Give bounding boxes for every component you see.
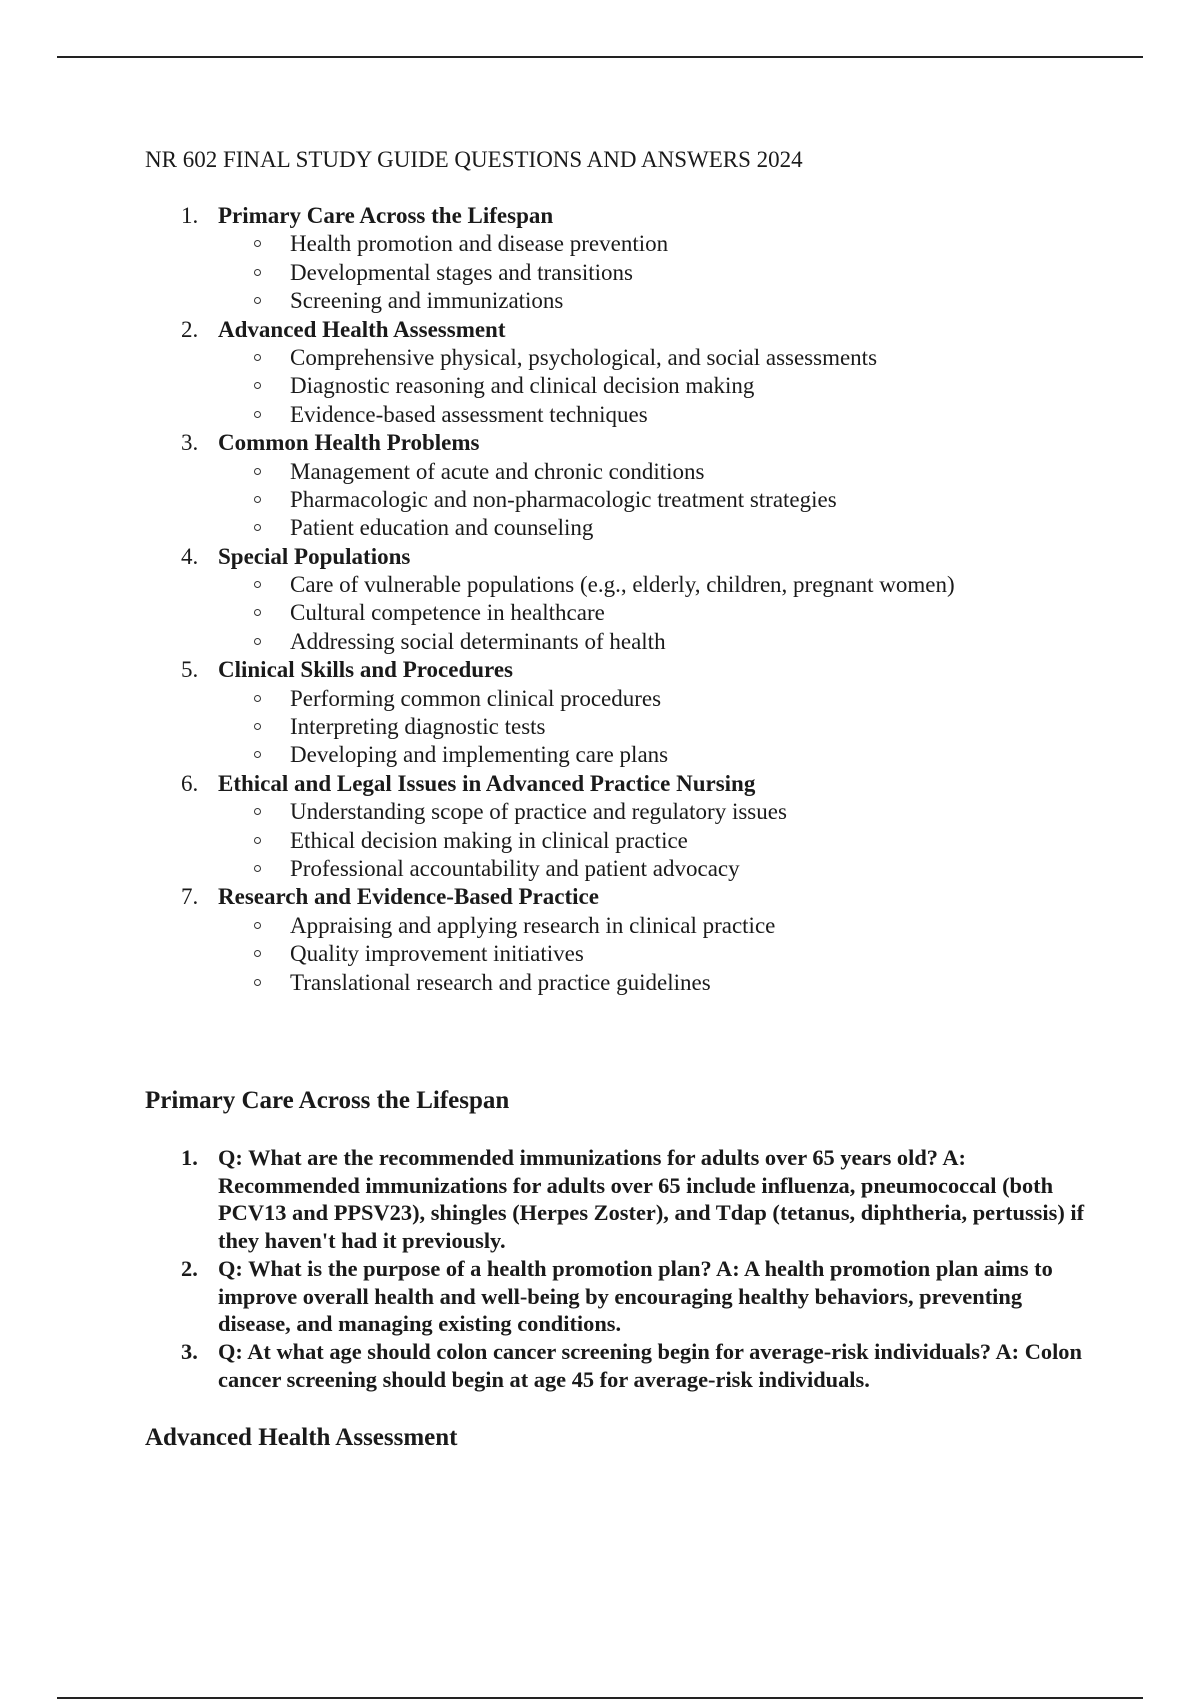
topic-title: Clinical Skills and Procedures: [218, 657, 514, 683]
list-item: Interpreting diagnostic tests: [145, 713, 1105, 741]
outline-topic: [145, 656, 1105, 770]
list-item: Management of acute and chronic conditions: [145, 458, 1105, 486]
outline-topic: [145, 770, 1105, 884]
topic-title: Advanced Health Assessment: [218, 316, 506, 342]
list-item: Appraising and applying research in clinical practice: [145, 912, 1105, 940]
outline-topic: [145, 543, 1105, 657]
qa-text: Q: What are the recommended immunizations for adults over 65 years old? A: Recommended immunizations for adults over 65 include influenza, pneumococcal (both PCV13 and PPSV23), shingles (Herpes Zoster), and Tdap (tetanus, diphtheria, pertussis) if they haven't had it previously.: [218, 1145, 1085, 1254]
top-rule: [57, 56, 1143, 58]
list-item: Diagnostic reasoning and clinical decision making: [145, 372, 1105, 400]
outline-topic: [145, 202, 1105, 316]
document-title: NR 602 FINAL STUDY GUIDE QUESTIONS AND ANSWERS 2024: [145, 147, 803, 172]
list-item: Screening and immunizations: [145, 287, 1105, 315]
qa-number: 2.: [181, 1255, 198, 1281]
circle-bullet-icon: [254, 354, 261, 361]
topic-number: 3.: [181, 430, 199, 456]
topic-title: Common Health Problems: [218, 430, 480, 456]
list-item: Translational research and practice guidelines: [145, 969, 1105, 997]
qa-item: [145, 1338, 1105, 1393]
topic-title: Special Populations: [218, 543, 411, 569]
outline-topic: [145, 883, 1105, 997]
qa-text: Q: What is the purpose of a health promotion plan? A: A health promotion plan aims to improve overall health and well-being by encouraging healthy behaviors, preventing disease, and managing existing conditions.: [218, 1255, 1053, 1337]
bottom-rule: [57, 1697, 1143, 1699]
circle-bullet-icon: [254, 240, 261, 247]
list-item: Pharmacologic and non-pharmacologic treatment strategies: [145, 486, 1105, 514]
circle-bullet-icon: [254, 751, 261, 758]
circle-bullet-icon: [254, 411, 261, 418]
qa-number: 3.: [181, 1338, 198, 1364]
section-heading: Advanced Health Assessment: [145, 1424, 458, 1451]
list-item: Ethical decision making in clinical practice: [145, 827, 1105, 855]
list-item: Comprehensive physical, psychological, and social assessments: [145, 344, 1105, 372]
list-item: Quality improvement initiatives: [145, 940, 1105, 968]
circle-bullet-icon: [254, 468, 261, 475]
list-item: Professional accountability and patient advocacy: [145, 855, 1105, 883]
list-item: Patient education and counseling: [145, 514, 1105, 542]
topic-number: 6.: [181, 770, 199, 796]
circle-bullet-icon: [254, 837, 261, 844]
qa-item: [145, 1255, 1105, 1338]
section-heading: Primary Care Across the Lifespan: [145, 1087, 510, 1114]
topic-title: Ethical and Legal Issues in Advanced Practice Nursing: [218, 770, 756, 796]
circle-bullet-icon: [254, 979, 261, 986]
circle-bullet-icon: [254, 496, 261, 503]
qa-number: 1.: [181, 1145, 198, 1170]
circle-bullet-icon: [254, 950, 261, 957]
topic-number: 2.: [181, 316, 199, 342]
qa-list: [145, 1144, 1105, 1393]
topic-number: 7.: [181, 884, 199, 910]
qa-item: [145, 1144, 1105, 1255]
topic-title: Primary Care Across the Lifespan: [218, 203, 554, 228]
circle-bullet-icon: [254, 524, 261, 531]
topic-number: 4.: [181, 543, 199, 569]
list-item: Performing common clinical procedures: [145, 685, 1105, 713]
list-item: Care of vulnerable populations (e.g., elderly, children, pregnant women): [145, 571, 1105, 599]
list-item: Developing and implementing care plans: [145, 741, 1105, 769]
topic-outline: [145, 202, 1105, 997]
circle-bullet-icon: [254, 382, 261, 389]
list-item: Evidence-based assessment techniques: [145, 401, 1105, 429]
list-item: Health promotion and disease prevention: [145, 230, 1105, 258]
circle-bullet-icon: [254, 297, 261, 304]
topic-title: Research and Evidence-Based Practice: [218, 884, 599, 910]
outline-topic: [145, 316, 1105, 430]
topic-number: 1.: [181, 203, 199, 228]
list-item: Developmental stages and transitions: [145, 259, 1105, 287]
topic-number: 5.: [181, 657, 199, 683]
circle-bullet-icon: [254, 922, 261, 929]
list-item: Addressing social determinants of health: [145, 628, 1105, 656]
circle-bullet-icon: [254, 695, 261, 702]
circle-bullet-icon: [254, 581, 261, 588]
circle-bullet-icon: [254, 808, 261, 815]
circle-bullet-icon: [254, 723, 261, 730]
list-item: Cultural competence in healthcare: [145, 599, 1105, 627]
list-item: Understanding scope of practice and regulatory issues: [145, 798, 1105, 826]
circle-bullet-icon: [254, 609, 261, 616]
circle-bullet-icon: [254, 638, 261, 645]
outline-topic: [145, 429, 1105, 543]
circle-bullet-icon: [254, 269, 261, 276]
circle-bullet-icon: [254, 865, 261, 872]
qa-text: Q: At what age should colon cancer screening begin for average-risk individuals? A: Colon cancer screening should begin at age 45 for average-risk individuals.: [218, 1338, 1082, 1392]
